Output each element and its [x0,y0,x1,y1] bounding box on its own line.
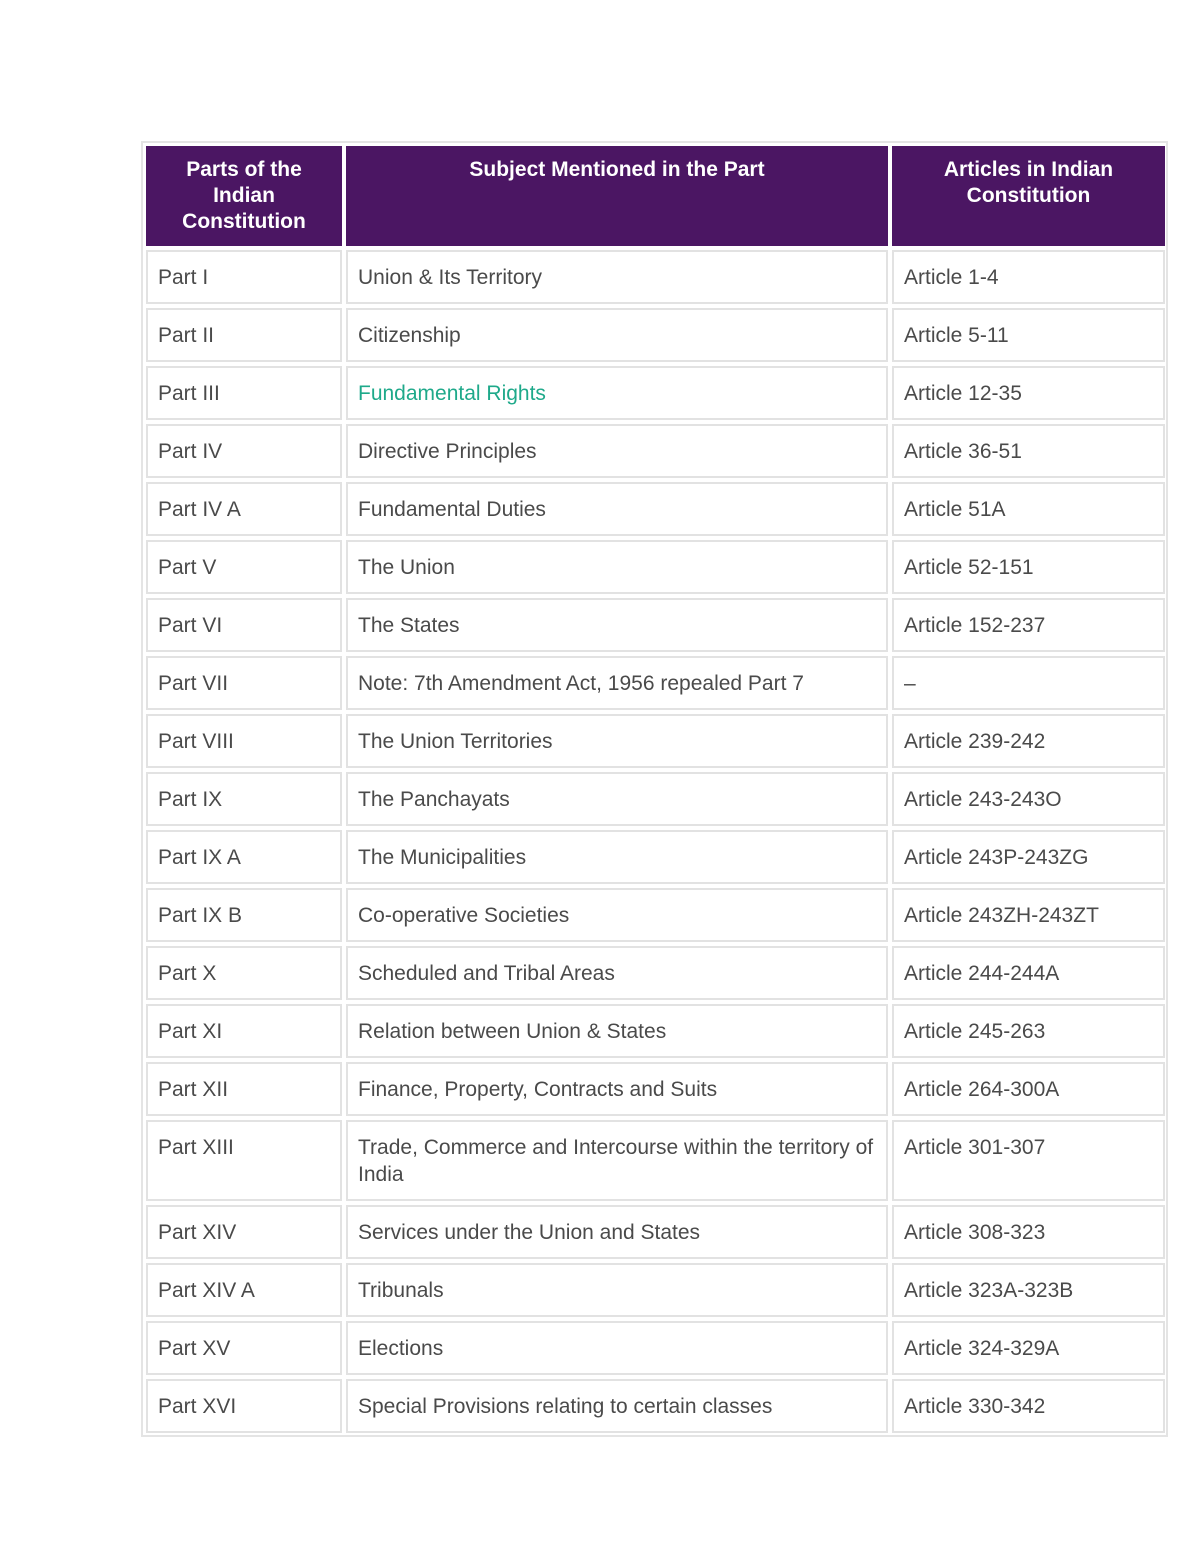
subject-cell: Trade, Commerce and Intercourse within the territory of India [346,1120,888,1201]
table-row [146,888,1165,942]
subject-cell: The Union [346,540,888,594]
part-cell: Part XI [146,1004,342,1058]
header-articles: Articles in Indian Constitution [892,146,1165,246]
subject-cell: Note: 7th Amendment Act, 1956 repealed Part 7 [346,656,888,710]
articles-cell: Article 52-151 [892,540,1165,594]
part-cell: Part XIV [146,1205,342,1259]
part-cell: Part II [146,308,342,362]
table-row [146,540,1165,594]
table-row [146,772,1165,826]
part-cell: Part VII [146,656,342,710]
subject-cell: The Municipalities [346,830,888,884]
header-parts: Parts of the Indian Constitution [146,146,342,246]
articles-cell: Article 330-342 [892,1379,1165,1433]
articles-cell: Article 5-11 [892,308,1165,362]
articles-cell: Article 324-329A [892,1321,1165,1375]
constitution-parts-table-container [141,141,1168,1437]
part-cell: Part XIII [146,1120,342,1201]
table-row [146,1321,1165,1375]
part-cell: Part VIII [146,714,342,768]
header-subject: Subject Mentioned in the Part [346,146,888,246]
subject-cell: Tribunals [346,1263,888,1317]
table-row [146,482,1165,536]
subject-cell: Union & Its Territory [346,250,888,304]
articles-cell: Article 12-35 [892,366,1165,420]
constitution-parts-table [142,142,1169,1437]
part-cell: Part III [146,366,342,420]
table-row [146,946,1165,1000]
subject-cell: Citizenship [346,308,888,362]
part-cell: Part IV [146,424,342,478]
articles-cell: Article 308-323 [892,1205,1165,1259]
table-row [146,250,1165,304]
table-row [146,1379,1165,1433]
articles-cell: Article 243-243O [892,772,1165,826]
table-row [146,1205,1165,1259]
table-row [146,1263,1165,1317]
subject-cell: Directive Principles [346,424,888,478]
part-cell: Part XIV A [146,1263,342,1317]
table-header-row [146,146,1165,246]
articles-cell: Article 245-263 [892,1004,1165,1058]
articles-cell: Article 243P-243ZG [892,830,1165,884]
subject-cell: Relation between Union & States [346,1004,888,1058]
subject-cell: The States [346,598,888,652]
articles-cell: Article 1-4 [892,250,1165,304]
part-cell: Part XII [146,1062,342,1116]
subject-cell: Elections [346,1321,888,1375]
part-cell: Part IX B [146,888,342,942]
subject-cell: Fundamental Duties [346,482,888,536]
table-row [146,1004,1165,1058]
subject-cell: The Panchayats [346,772,888,826]
subject-cell: Services under the Union and States [346,1205,888,1259]
articles-cell: Article 301-307 [892,1120,1165,1201]
table-row [146,1062,1165,1116]
table-row [146,714,1165,768]
part-cell: Part VI [146,598,342,652]
articles-cell: Article 264-300A [892,1062,1165,1116]
part-cell: Part IV A [146,482,342,536]
table-row [146,656,1165,710]
subject-cell: Scheduled and Tribal Areas [346,946,888,1000]
table-row [146,366,1165,420]
table-row [146,424,1165,478]
part-cell: Part I [146,250,342,304]
articles-cell: Article 51A [892,482,1165,536]
articles-cell: Article 239-242 [892,714,1165,768]
part-cell: Part XVI [146,1379,342,1433]
articles-cell: Article 36-51 [892,424,1165,478]
table-row [146,598,1165,652]
table-body [146,250,1165,1433]
table-row [146,1120,1165,1201]
articles-cell: Article 323A-323B [892,1263,1165,1317]
part-cell: Part V [146,540,342,594]
part-cell: Part IX A [146,830,342,884]
articles-cell: Article 244-244A [892,946,1165,1000]
subject-cell: Special Provisions relating to certain classes [346,1379,888,1433]
subject-cell: Co-operative Societies [346,888,888,942]
articles-cell: Article 243ZH-243ZT [892,888,1165,942]
subject-cell: Finance, Property, Contracts and Suits [346,1062,888,1116]
part-cell: Part X [146,946,342,1000]
subject-cell: The Union Territories [346,714,888,768]
articles-cell: Article 152-237 [892,598,1165,652]
subject-link[interactable]: Fundamental Rights [346,366,888,420]
table-row [146,830,1165,884]
part-cell: Part IX [146,772,342,826]
part-cell: Part XV [146,1321,342,1375]
table-row [146,308,1165,362]
articles-cell: – [892,656,1165,710]
